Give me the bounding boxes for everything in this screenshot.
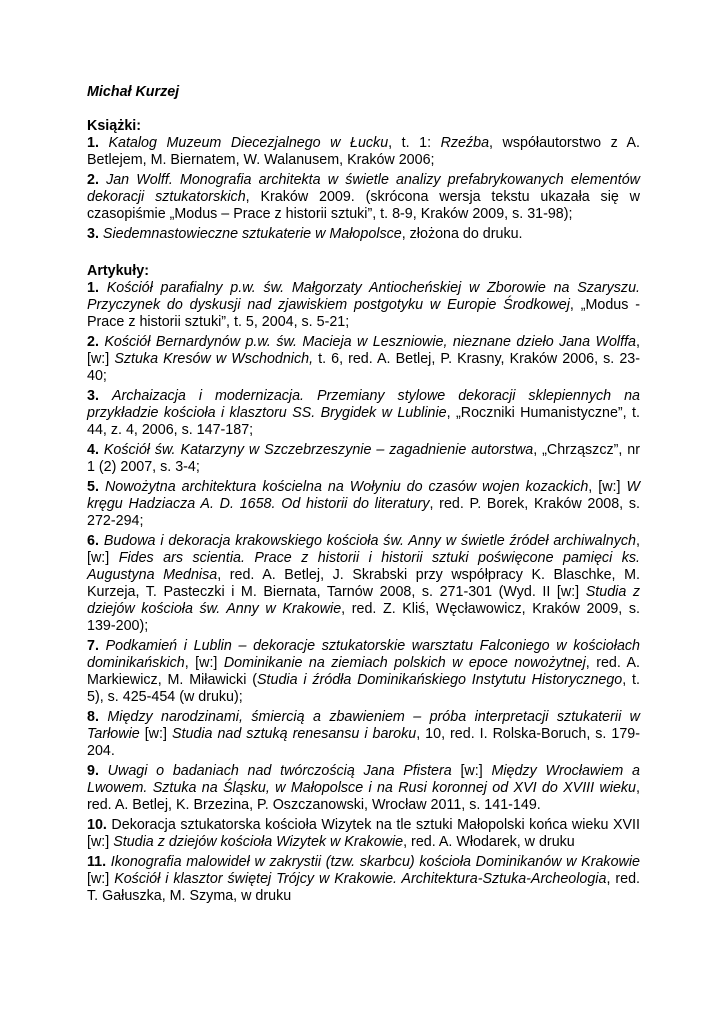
- entry-title-italic: Kościół i klasztor świętej Trójcy w Krakowie. Architektura-Sztuka-Archeologia: [114, 871, 607, 887]
- entry-text: t. 6, red. A. Betlej, P. Krasny, Kraków 2006, s. 23-40;: [87, 351, 640, 384]
- entry-title-italic: Kościół Bernardynów p.w. św. Macieja w Leszniowie, nieznane dzieło Jana Wolffa: [104, 334, 636, 350]
- entry-number: 2.: [87, 172, 99, 188]
- entry-text: , [w:]: [87, 533, 640, 566]
- entry-title-italic: Studia i źródła Dominikańskiego Instytutu Historycznego: [256, 672, 623, 688]
- entry-text: [99, 388, 112, 404]
- entry-text: [w:]: [87, 871, 115, 887]
- entry-text: [99, 280, 107, 296]
- entry-title-italic: Archaizacja i modernizacja. Przemiany stylowe dekoracji sklepiennych na przykładzie kościoła i klasztoru SS. Brygidek w Lublinie: [87, 388, 640, 421]
- entry-number: 6.: [87, 533, 99, 549]
- entry-number: 7.: [87, 638, 99, 654]
- entry-text: , złożona do druku.: [401, 226, 523, 242]
- entry-text: , Kraków 2009. (skrócona wersja tekstu ukazała się w czasopiśmie „Modus – Prace z historii sztuki”, t. 8-9, Kraków 2009, s. 31-98);: [87, 189, 641, 222]
- entry-text: , współautorstwo z A. Betlejem, M. Biernatem, W. Walanusem, Kraków 2006;: [87, 135, 640, 168]
- bibliography-entry: [87, 638, 640, 706]
- entry-text: , red. T. Gałuszka, M. Szyma, w druku: [87, 871, 640, 904]
- entry-title-italic: Dominikanie na ziemiach polskich w epoce nowożytnej: [223, 655, 586, 671]
- entry-number: 11.: [87, 854, 107, 870]
- entry-number: 2.: [87, 334, 99, 350]
- entry-title-italic: Studia nad sztuką renesansu i baroku: [171, 726, 417, 742]
- entry-text: , „Chrząszcz”, nr 1 (2) 2007, s. 3-4;: [87, 442, 640, 475]
- entry-title-italic: Rzeźba: [440, 135, 490, 151]
- entry-title-italic: Między Wrocławiem a Lwowem. Sztuka na Śląsku, w Małopolsce i na Rusi koronnej od XVI do XVIII wieku: [87, 763, 640, 796]
- entry-title-italic: Siedemnastowieczne sztukaterie w Małopolsce: [102, 226, 402, 242]
- entry-title-italic: Studia z dziejów kościoła Wizytek w Krakowie: [113, 834, 404, 850]
- entry-number: 4.: [87, 442, 99, 458]
- section-gap: [87, 246, 640, 263]
- bibliography-entry: [87, 442, 640, 476]
- entry-text: [99, 172, 106, 188]
- entry-number: 1.: [87, 135, 99, 151]
- books-list: [87, 135, 640, 243]
- entry-title-italic: Ikonografia malowideł w zakrystii (tzw. skarbcu) kościoła Dominikanów w Krakowie: [110, 854, 640, 870]
- entry-title-italic: Podkamień i Lublin – dekoracje sztukatorskie warsztatu Falconiego w kościołach dominikańskich: [87, 638, 640, 671]
- entry-text: [99, 638, 106, 654]
- bibliography-entry: [87, 763, 640, 814]
- bibliography-entry: [87, 533, 640, 635]
- entry-text: [99, 763, 108, 779]
- entry-title-italic: Uwagi o badaniach nad twórczością Jana Pfistera: [107, 763, 452, 779]
- entry-text: [w:]: [451, 763, 492, 779]
- entry-text: , red. Z. Kliś, Węcławowicz, Kraków 2009, s. 139-200);: [87, 601, 640, 634]
- entry-text: , „Modus - Prace z historii sztuki”, t. 5, 2004, s. 5-21;: [87, 297, 640, 330]
- entry-text: , „Roczniki Humanistyczne”, t. 44, z. 4, 2006, s. 147-187;: [87, 405, 640, 438]
- author-name: Michał Kurzej: [87, 84, 180, 100]
- entry-text: , t. 1:: [388, 135, 441, 151]
- entry-title-italic: Kościół parafialny p.w. św. Małgorzaty Antiocheńskiej w Zborowie na Szaryszu. Przyczynek do dyskusji nad zjawiskiem postgotyku w Europie Środkowej: [87, 280, 640, 313]
- bibliography-entry: [87, 226, 640, 243]
- entry-text: , red. P. Borek, Kraków 2008, s. 272-294;: [87, 496, 640, 529]
- entry-text: , red. A. Betlej, J. Skrabski przy współpracy K. Blaschke, M. Kurzeja, T. Pasteczki i M. Biernata, Tarnów 2008, s. 271-301 (Wyd. II [w:]: [87, 567, 641, 600]
- entry-text: , t. 5), s. 425-454 (w druku);: [87, 672, 641, 705]
- entry-text: , [w:]: [184, 655, 224, 671]
- entry-title-italic: Katalog Muzeum Diecezjalnego w Łucku: [108, 135, 389, 151]
- entry-text: , red. A. Markiewicz, M. Miławicki (: [87, 655, 640, 688]
- bibliography-entry: [87, 280, 640, 331]
- entry-title-italic: Studia z dziejów kościoła św. Anny w Krakowie: [87, 584, 640, 617]
- entry-title-italic: Kościół św. Katarzyny w Szczebrzeszynie – zagadnienie autorstwa: [103, 442, 534, 458]
- entry-number: 9.: [87, 763, 99, 779]
- bibliography-entry: [87, 817, 640, 851]
- articles-list: [87, 280, 640, 905]
- bibliography-entry: [87, 479, 640, 530]
- bibliography-entry: [87, 172, 640, 223]
- entry-number: 3.: [87, 226, 99, 242]
- entry-title-italic: Jan Wolff. Monografia architekta w świetle analizy prefabrykowanych elementów dekoracji sztukatorskich: [87, 172, 640, 205]
- bibliography-entry: [87, 854, 640, 905]
- bibliography-entry: [87, 135, 640, 169]
- entry-text: , [w:]: [588, 479, 627, 495]
- entry-text: , red. A. Betlej, K. Brzezina, P. Oszczanowski, Wrocław 2011, s. 141-149.: [87, 780, 640, 813]
- bibliography-entry: [87, 388, 640, 439]
- document-content: [87, 84, 640, 908]
- entry-title-italic: Sztuka Kresów w Wschodnich,: [114, 351, 314, 367]
- bibliography-entry: [87, 709, 640, 760]
- entry-number: 8.: [87, 709, 99, 725]
- entry-title-italic: Między narodzinami, śmiercią a zbawieniem – próba interpretacji sztukaterii w Tarłowie: [87, 709, 640, 742]
- entry-text: , 10, red. I. Rolska-Boruch, s. 179-204.: [87, 726, 641, 759]
- entry-number: 10.: [87, 817, 107, 833]
- articles-heading: Artykuły:: [87, 263, 149, 279]
- books-heading: Książki:: [87, 118, 142, 134]
- entry-text: [w:]: [139, 726, 172, 742]
- bibliography-entry: [87, 334, 640, 385]
- entry-number: 3.: [87, 388, 99, 404]
- entry-title-italic: Nowożytna architektura kościelna na Wołyniu do czasów wojen kozackich: [104, 479, 589, 495]
- entry-title-italic: Fides ars scientia. Prace z historii i historii sztuki poświęcone pamięci ks. Augustyna Mednisa: [87, 550, 640, 583]
- entry-title-italic: Budowa i dekoracja krakowskiego kościoła św. Anny w świetle źródeł archiwalnych: [103, 533, 637, 549]
- entry-title-italic: W kręgu Hadziacza A. D. 1658. Od historii do literatury: [87, 479, 640, 512]
- entry-number: 5.: [87, 479, 99, 495]
- entry-text: , red. A. Włodarek, w druku: [403, 834, 575, 850]
- entry-text: , [w:]: [87, 334, 640, 367]
- entry-text: Dekoracja sztukatorska kościoła Wizytek na tle sztuki Małopolski końca wieku XVII [w:]: [87, 817, 640, 850]
- entry-number: 1.: [87, 280, 99, 296]
